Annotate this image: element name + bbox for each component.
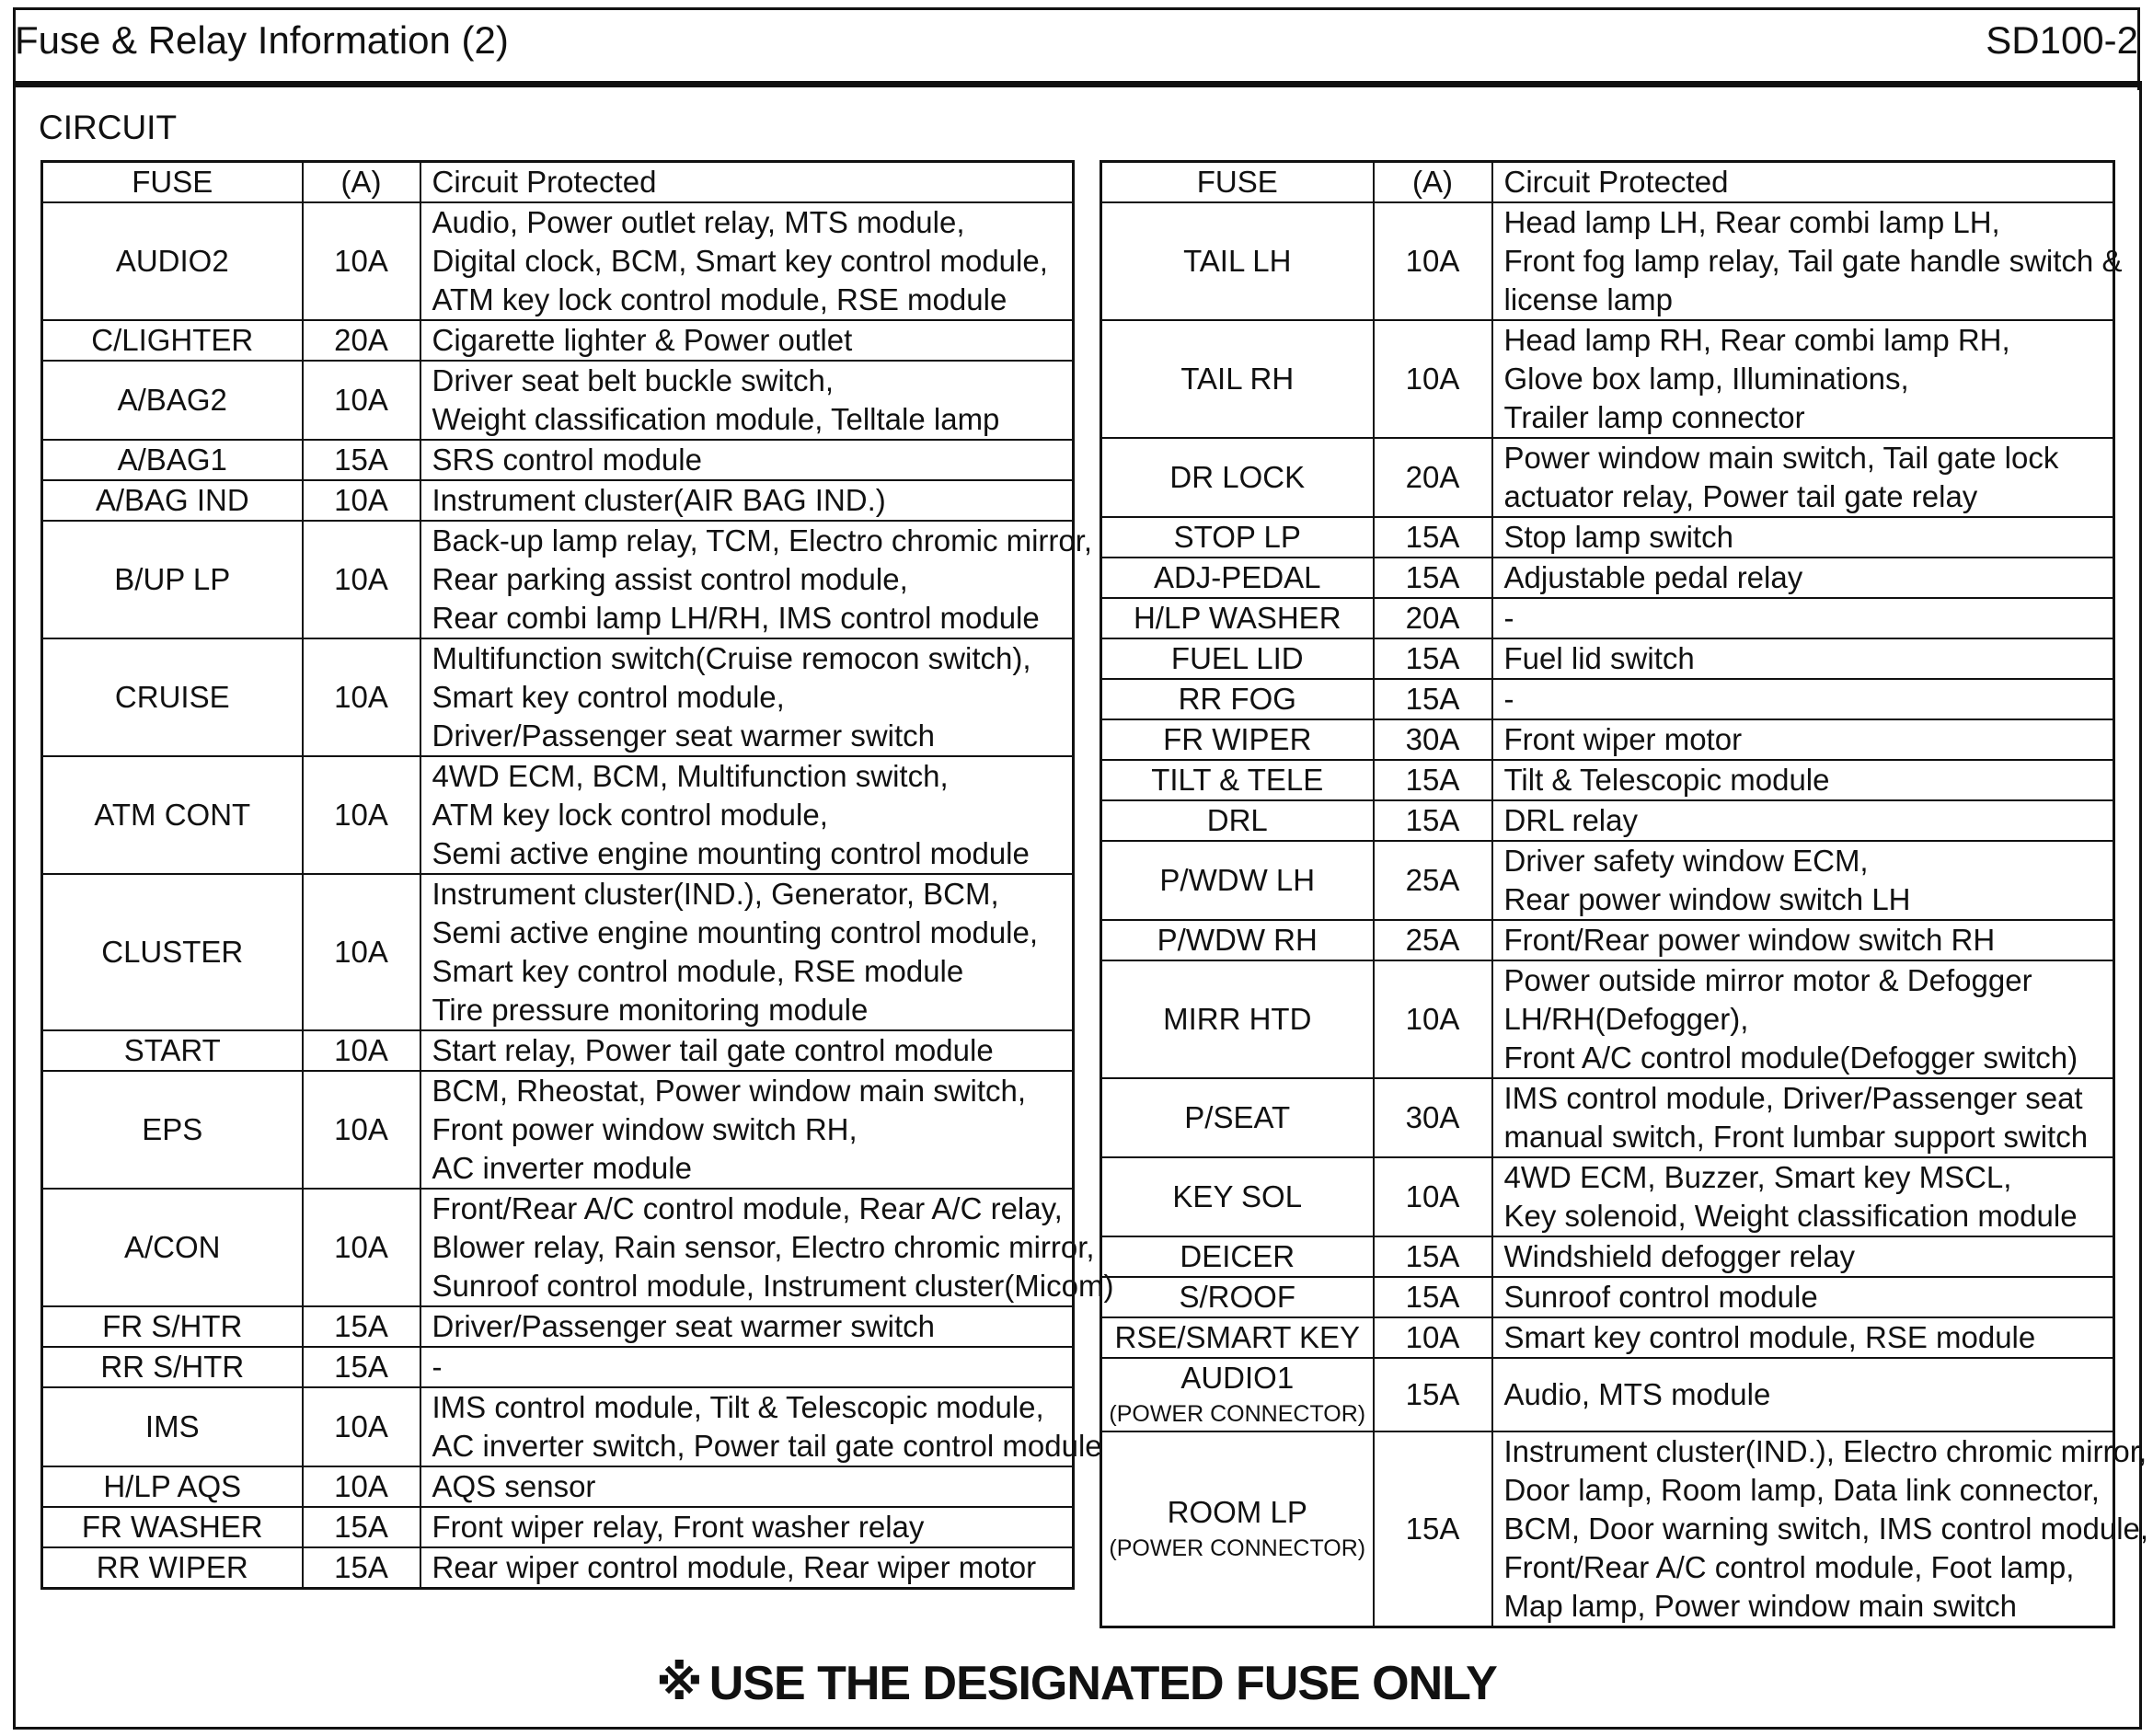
circuit-line: Head lamp RH, Rear combi lamp RH, [1503,323,2010,357]
fuse-amperage: 10A [1374,1157,1492,1236]
circuit-line: Start relay, Power tail gate control module [432,1033,994,1067]
fuse-name: A/BAG1 [117,443,227,477]
fuse-amperage: 10A [303,521,420,638]
fuse-name: RSE/SMART KEY [1114,1320,1361,1354]
circuit-protected-cell [1492,1431,2149,1627]
circuit-protected-cell [420,202,1074,320]
fuse-name: H/LP AQS [103,1469,242,1503]
fuse-name-cell [42,1306,303,1347]
table-row [42,1547,1074,1589]
fuse-name: AUDIO2 [115,244,229,278]
circuit-line: Front fog lamp relay, Tail gate handle switch & [1503,244,2123,278]
fuse-amperage: 10A [303,1466,420,1507]
circuit-protected-cell [420,440,1074,480]
column-header-amp: (A) [1374,162,1492,203]
circuit-protected-cell [420,1030,1074,1071]
circuit-line: Back-up lamp relay, TCM, Electro chromic mirror, [432,523,1093,558]
fuse-amperage: 15A [303,440,420,480]
circuit-protected-cell [1492,1157,2114,1236]
circuit-protected-cell [420,1547,1074,1589]
table-row [1101,1277,2114,1317]
fuse-name-cell [1101,760,1374,800]
fuse-name-cell [1101,598,1374,638]
circuit-line: Multifunction switch(Cruise remocon switch), [432,641,1031,675]
table-row [42,1306,1074,1347]
circuit-line: Sunroof control module, Instrument cluster(Micom) [432,1269,1114,1303]
circuit-protected-cell [420,1306,1074,1347]
fuse-name-cell [1101,202,1374,320]
table-header-row [42,162,1074,203]
fuse-amperage: 10A [303,1071,420,1189]
fuse-amperage: 10A [303,480,420,521]
circuit-line: Sunroof control module [1503,1280,1818,1314]
fuse-name: KEY SOL [1172,1179,1303,1213]
fuse-name-cell [42,440,303,480]
circuit-line: manual switch, Front lumbar support switch [1503,1120,2089,1154]
circuit-protected-cell [420,638,1074,756]
circuit-protected-cell [1492,638,2114,679]
fuse-amperage: 30A [1374,719,1492,760]
circuit-line: ATM key lock control module, RSE module [432,282,1007,316]
table-row [42,1347,1074,1387]
circuit-line: Door lamp, Room lamp, Data link connector, [1503,1473,2100,1507]
fuse-name-cell [1101,517,1374,558]
circuit-protected-cell [420,1387,1102,1466]
fuse-table-left [40,160,1114,1590]
fuse-name-cell [42,874,303,1030]
fuse-name: FR WASHER [81,1510,263,1544]
circuit-protected-cell [1492,598,2114,638]
fuse-name: STOP LP [1173,520,1301,554]
circuit-line: Front A/C control module(Defogger switch) [1503,1040,2078,1075]
fuse-name-cell [1101,1317,1374,1358]
fuse-name-cell [42,1507,303,1547]
fuse-name: FR S/HTR [102,1309,243,1343]
fuse-note: (POWER CONNECTOR) [1109,1401,1366,1427]
footer-warning-text: USE THE DESIGNATED FUSE ONLY [708,1657,1497,1710]
fuse-name-cell [1101,800,1374,841]
table-row [1101,1236,2114,1277]
circuit-line: DRL relay [1503,803,1638,837]
circuit-line: AC inverter module [432,1151,692,1185]
table-row [42,480,1074,521]
fuse-name: RR S/HTR [100,1350,245,1384]
fuse-name: P/WDW LH [1159,863,1316,897]
circuit-protected-cell [420,320,1074,361]
table-row [1101,920,2114,960]
circuit-protected-cell [1492,1236,2114,1277]
fuse-name-cell [42,1547,303,1589]
fuse-name-cell [42,521,303,638]
fuse-name-cell [42,638,303,756]
fuse-name-cell [42,1189,303,1306]
circuit-line: Smart key control module, [432,680,785,714]
fuse-name-cell [42,480,303,521]
table-row [1101,719,2114,760]
table-row [1101,1317,2114,1358]
fuse-amperage: 15A [1374,679,1492,719]
column-header-fuse: FUSE [42,162,303,203]
table-row [42,361,1074,440]
circuit-line: Audio, Power outlet relay, MTS module, [432,205,965,239]
fuse-name: MIRR HTD [1163,1002,1312,1036]
fuse-name-cell [42,756,303,874]
table-row [42,1466,1074,1507]
fuse-name: A/CON [123,1230,221,1264]
circuit-protected-cell [420,756,1074,874]
fuse-name-cell [42,202,303,320]
circuit-protected-cell [420,874,1074,1030]
circuit-protected-cell [1492,719,2114,760]
circuit-line: Semi active engine mounting control module, [432,915,1039,949]
fuse-name-cell [1101,679,1374,719]
footer-warning [0,1656,2153,1711]
fuse-name: H/LP WASHER [1133,601,1341,635]
page-title: Fuse & Relay Information (2) [15,18,509,62]
circuit-line: Head lamp LH, Rear combi lamp LH, [1503,205,2000,239]
fuse-name-cell [1101,1431,1374,1627]
fuse-name: EPS [142,1112,203,1146]
circuit-protected-cell [1492,960,2114,1078]
fuse-amperage: 10A [303,361,420,440]
column-header-fuse: FUSE [1101,162,1374,203]
table-row [1101,841,2114,920]
circuit-line: actuator relay, Power tail gate relay [1503,479,1978,513]
table-row [42,756,1074,874]
circuit-protected-cell [1492,438,2114,517]
fuse-name: ADJ-PEDAL [1153,560,1321,594]
fuse-amperage: 25A [1374,841,1492,920]
fuse-note: (POWER CONNECTOR) [1109,1535,1366,1561]
circuit-protected-cell [420,1347,1074,1387]
circuit-protected-cell [1492,1277,2114,1317]
table-row [1101,558,2114,598]
fuse-name-cell [1101,1078,1374,1157]
table-row [1101,638,2114,679]
circuit-line: Front/Rear A/C control module, Foot lamp, [1503,1550,2075,1584]
circuit-protected-cell [1492,841,2114,920]
fuse-name: A/BAG2 [117,383,227,417]
circuit-line: Rear combi lamp LH/RH, IMS control module [432,601,1040,635]
fuse-amperage: 15A [1374,638,1492,679]
circuit-line: 4WD ECM, BCM, Multifunction switch, [432,759,949,793]
circuit-line: ATM key lock control module, [432,798,828,832]
fuse-amperage: 15A [303,1507,420,1547]
circuit-line: Windshield defogger relay [1503,1239,1856,1273]
table-row [42,521,1074,638]
table-row [42,874,1074,1030]
table-row [42,1507,1074,1547]
fuse-amperage: 10A [303,1189,420,1306]
circuit-protected-cell [420,1466,1074,1507]
fuse-name: S/ROOF [1179,1280,1295,1314]
circuit-line: Power window main switch, Tail gate lock [1503,441,2059,475]
fuse-name: DR LOCK [1169,460,1306,494]
circuit-protected-cell [420,480,1074,521]
table-row [42,1030,1074,1071]
circuit-line: Blower relay, Rain sensor, Electro chromic mirror, [432,1230,1095,1264]
section-label: CIRCUIT [39,109,178,146]
circuit-protected-cell [420,1071,1074,1189]
fuse-amperage: 15A [1374,800,1492,841]
table-row [1101,202,2114,320]
fuse-name-cell [42,1030,303,1071]
circuit-protected-cell [420,1189,1114,1306]
circuit-line: Key solenoid, Weight classification module [1503,1199,2078,1233]
fuse-name-cell [1101,438,1374,517]
circuit-line: Driver/Passenger seat warmer switch [432,1309,935,1343]
circuit-line: Front wiper relay, Front washer relay [432,1510,925,1544]
column-header-circuit: Circuit Protected [1492,162,2114,203]
circuit-protected-cell [1492,800,2114,841]
circuit-line: Driver seat belt buckle switch, [432,363,834,397]
fuse-name: A/BAG IND [95,483,249,517]
fuse-name: TAIL RH [1180,362,1295,396]
circuit-line: Digital clock, BCM, Smart key control module, [432,244,1048,278]
circuit-line: Glove box lamp, Illuminations, [1503,362,1909,396]
fuse-amperage: 15A [303,1306,420,1347]
circuit-protected-cell [1492,679,2114,719]
fuse-name: P/SEAT [1184,1100,1291,1134]
circuit-line: BCM, Rheostat, Power window main switch, [432,1074,1027,1108]
fuse-name-cell [1101,638,1374,679]
fuse-name: START [123,1033,221,1067]
fuse-name-cell [1101,719,1374,760]
fuse-amperage: 10A [303,1030,420,1071]
fuse-name-cell [1101,1358,1374,1431]
circuit-line: - [1503,682,1514,716]
fuse-name: IMS [144,1409,200,1443]
circuit-line: IMS control module, Tilt & Telescopic module, [432,1390,1044,1424]
fuse-name-cell [42,1466,303,1507]
header-rule [13,81,2142,87]
fuse-name: AUDIO1 [1180,1361,1295,1395]
table-row [1101,517,2114,558]
circuit-line: Instrument cluster(AIR BAG IND.) [432,483,886,517]
circuit-line: Front power window switch RH, [432,1112,858,1146]
circuit-line: 4WD ECM, Buzzer, Smart key MSCL, [1503,1160,2012,1194]
table-row [1101,760,2114,800]
fuse-name: CRUISE [114,680,230,714]
fuse-name-cell [1101,960,1374,1078]
circuit-line: Front/Rear power window switch RH [1503,923,1996,957]
circuit-protected-cell [420,1507,1074,1547]
circuit-line: Driver/Passenger seat warmer switch [432,719,935,753]
circuit-line: Adjustable pedal relay [1503,560,1803,594]
circuit-line: license lamp [1503,282,1673,316]
fuse-name: DEICER [1180,1239,1295,1273]
page-code: SD100-2 [1986,18,2138,62]
circuit-line: Tilt & Telescopic module [1503,763,1830,797]
circuit-line: - [1503,601,1514,635]
circuit-line: Semi active engine mounting control module [432,836,1030,870]
fuse-amperage: 15A [1374,1277,1492,1317]
fuse-amperage: 10A [303,638,420,756]
fuse-name: RR WIPER [96,1550,248,1584]
fuse-amperage: 10A [1374,320,1492,438]
circuit-line: BCM, Door warning switch, IMS control module, [1503,1512,2149,1546]
fuse-name: FR WIPER [1163,722,1312,756]
table-row [42,1387,1074,1466]
circuit-line: Power outside mirror motor & Defogger [1503,963,2032,997]
fuse-name-cell [42,320,303,361]
circuit-line: Fuel lid switch [1503,641,1695,675]
fuse-amperage: 15A [1374,517,1492,558]
circuit-line: Rear parking assist control module, [432,562,908,596]
table-row [1101,1431,2114,1627]
circuit-line: Audio, MTS module [1503,1377,1771,1411]
table-row [42,320,1074,361]
fuse-amperage: 20A [303,320,420,361]
fuse-amperage: 20A [1374,598,1492,638]
fuse-name-cell [1101,558,1374,598]
fuse-amperage: 15A [1374,1236,1492,1277]
circuit-line: Cigarette lighter & Power outlet [432,323,853,357]
fuse-name: P/WDW RH [1157,923,1318,957]
circuit-line: Front wiper motor [1503,722,1743,756]
fuse-name-cell [1101,920,1374,960]
fuse-amperage: 10A [1374,202,1492,320]
circuit-line: Smart key control module, RSE module [1503,1320,2036,1354]
table-row [42,638,1074,756]
table-row [1101,438,2114,517]
table-row [1101,679,2114,719]
fuse-amperage: 10A [303,874,420,1030]
circuit-line: Trailer lamp connector [1503,400,1805,434]
circuit-line: AC inverter switch, Power tail gate control module [432,1429,1102,1463]
fuse-name-cell [1101,1157,1374,1236]
circuit-protected-cell [1492,760,2114,800]
table-row [1101,598,2114,638]
fuse-amperage: 20A [1374,438,1492,517]
fuse-name: TILT & TELE [1151,763,1324,797]
table-row [1101,1078,2114,1157]
circuit-line: IMS control module, Driver/Passenger seat [1503,1081,2083,1115]
circuit-line: Weight classification module, Telltale lamp [432,402,1000,436]
circuit-protected-cell [420,521,1093,638]
circuit-line: Map lamp, Power window main switch [1503,1589,2018,1623]
reference-mark: ※ [656,1657,702,1710]
fuse-amperage: 10A [303,1387,420,1466]
circuit-protected-cell [1492,320,2114,438]
circuit-protected-cell [1492,517,2114,558]
fuse-name: TAIL LH [1183,244,1292,278]
table-row [42,440,1074,480]
fuse-name-cell [42,1347,303,1387]
table-row [1101,960,2114,1078]
fuse-amperage: 15A [1374,1358,1492,1431]
table-header-row [1101,162,2114,203]
column-header-circuit: Circuit Protected [420,162,1074,203]
table-row [1101,800,2114,841]
fuse-amperage: 15A [303,1347,420,1387]
circuit-line: Instrument cluster(IND.), Electro chromic mirror, [1503,1434,2147,1468]
fuse-amperage: 30A [1374,1078,1492,1157]
circuit-line: Instrument cluster(IND.), Generator, BCM, [432,877,999,911]
circuit-line: Smart key control module, RSE module [432,954,964,988]
circuit-line: - [432,1350,443,1384]
fuse-name: RR FOG [1178,682,1296,716]
table-row [42,1189,1074,1306]
fuse-name: B/UP LP [114,562,231,596]
fuse-amperage: 15A [1374,760,1492,800]
table-row [1101,1358,2114,1431]
circuit-line: Front/Rear A/C control module, Rear A/C relay, [432,1191,1063,1225]
circuit-protected-cell [1492,1358,2114,1431]
fuse-amperage: 25A [1374,920,1492,960]
fuse-amperage: 10A [303,756,420,874]
circuit-protected-cell [420,361,1074,440]
circuit-protected-cell [1492,1078,2114,1157]
fuse-amperage: 10A [303,202,420,320]
circuit-line: Rear wiper control module, Rear wiper motor [432,1550,1037,1584]
fuse-name: FUEL LID [1170,641,1304,675]
table-row [42,202,1074,320]
fuse-amperage: 15A [1374,558,1492,598]
fuse-name-cell [42,1387,303,1466]
fuse-name: ROOM LP [1167,1495,1307,1529]
circuit-line: AQS sensor [432,1469,596,1503]
fuse-name: CLUSTER [101,935,244,969]
circuit-line: Driver safety window ECM, [1503,844,1869,878]
fuse-name-cell [42,361,303,440]
circuit-line: Tire pressure monitoring module [432,993,869,1027]
circuit-line: Stop lamp switch [1503,520,1733,554]
fuse-name-cell [1101,320,1374,438]
fuse-name-cell [1101,1277,1374,1317]
fuse-name-cell [42,1071,303,1189]
fuse-name: DRL [1206,803,1268,837]
circuit-protected-cell [1492,1317,2114,1358]
fuse-amperage: 15A [1374,1431,1492,1627]
fuse-table-right [1100,160,2149,1628]
fuse-name-cell [1101,841,1374,920]
column-header-amp: (A) [303,162,420,203]
circuit-line: LH/RH(Defogger), [1503,1002,1749,1036]
circuit-protected-cell [1492,202,2123,320]
circuit-line: Rear power window switch LH [1503,882,1911,916]
table-row [1101,320,2114,438]
table-row [42,1071,1074,1189]
circuit-line: SRS control module [432,443,702,477]
fuse-name: ATM CONT [94,798,251,832]
table-row [1101,1157,2114,1236]
fuse-name: C/LIGHTER [91,323,254,357]
fuse-amperage: 10A [1374,1317,1492,1358]
circuit-protected-cell [1492,558,2114,598]
circuit-protected-cell [1492,920,2114,960]
fuse-amperage: 15A [303,1547,420,1589]
fuse-amperage: 10A [1374,960,1492,1078]
fuse-name-cell [1101,1236,1374,1277]
